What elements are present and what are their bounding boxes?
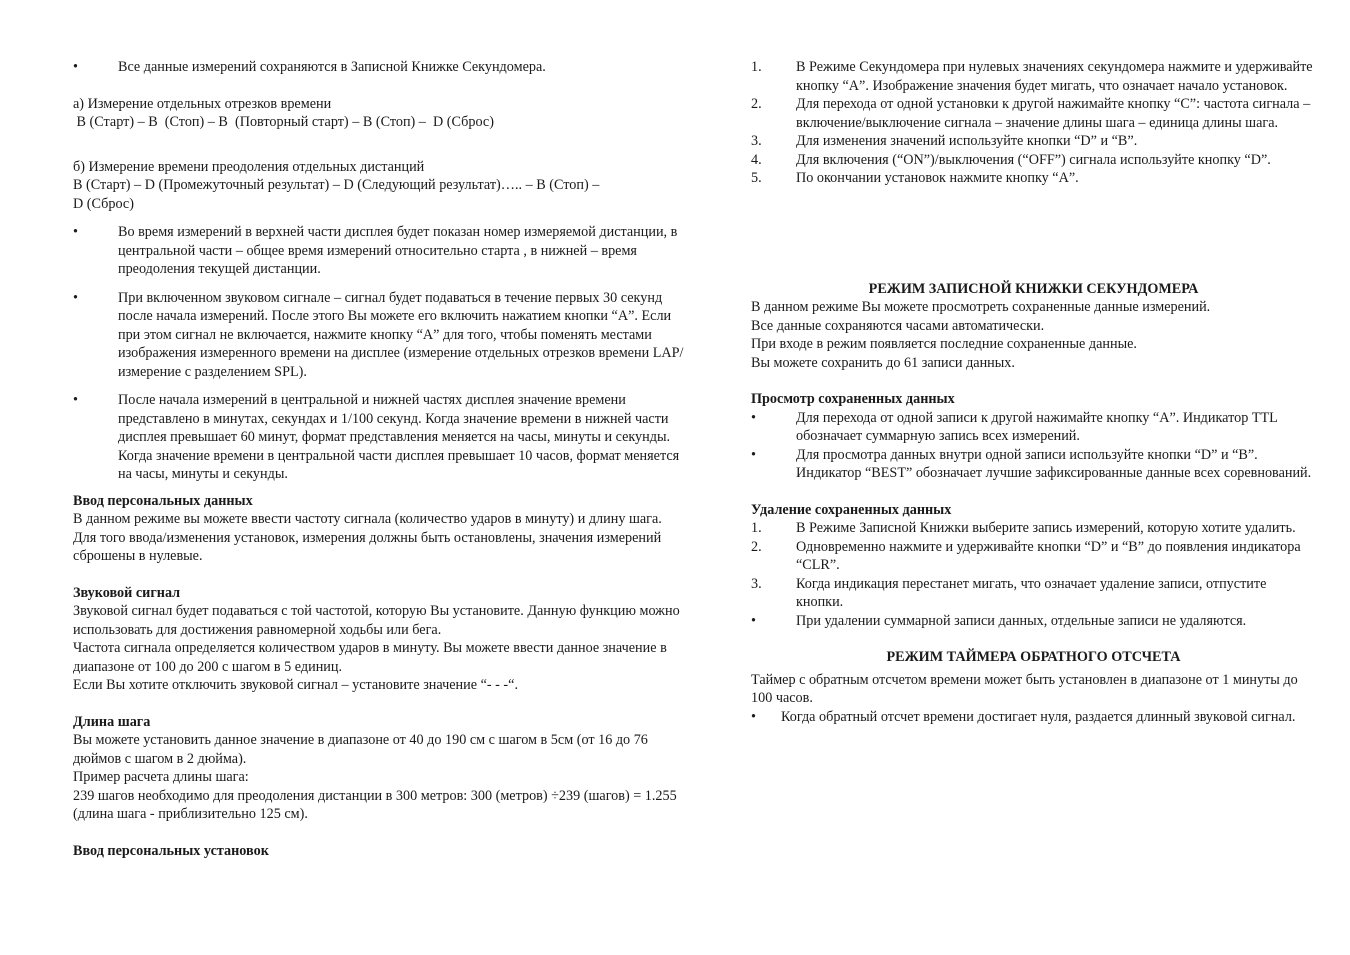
section-b-title: б) Измерение времени преодоления отдельных дистанций [73,158,425,175]
delete-data-title: Удаление сохраненных данных [751,501,952,518]
item-text: Когда индикация перестанет мигать, что означает удаление записи, отпустите кнопки. [796,575,1267,610]
sound-paragraph: Звуковой сигнал будет подаваться с той частотой, которую Вы установите. Данную функцию можно использовать для достижения равномерной ходьбы или бега. [73,603,680,638]
item-number: 4. [751,151,762,168]
bullet-item [73,391,695,484]
item-number: 3. [751,575,762,592]
section-a-title: а) Измерение отдельных отрезков времени [73,95,332,112]
notebook-line: Вы можете сохранить до 61 записи данных. [751,354,1015,371]
bullet-text: Когда обратный отсчет времени достигает нуля, раздается длинный звуковой сигнал. [781,708,1296,725]
numbered-item [751,95,1316,132]
bullet-icon: • [73,59,78,75]
personal-settings-title: Ввод персональных установок [73,842,269,859]
numbered-item [751,575,1316,612]
numbered-item [751,519,1316,538]
numbered-item [751,132,1316,151]
item-text: По окончании установок нажмите кнопку “А”. [796,170,1079,186]
bullet-item [751,612,1316,631]
notebook-heading: РЕЖИМ ЗАПИСНОЙ КНИЖКИ СЕКУНДОМЕРА [868,280,1199,297]
bullet-text: При удалении суммарной записи данных, отдельные записи не удаляются. [796,612,1247,629]
bullet-icon: • [751,409,756,426]
item-number: 1. [751,520,762,536]
bullet-text: Для просмотра данных внутри одной записи используйте кнопки “D” и “В”. Индикатор “BEST” обозначает лучшие зафиксированные данные всех соревнований. [796,446,1312,481]
bullet-item [73,223,695,279]
bullet-text: Для перехода от одной записи к другой нажимайте кнопку “А”. Индикатор TTL обозначает суммарную запись всех измерений. [796,409,1278,444]
item-text: В Режиме Записной Книжки выберите запись измерений, которую хотите удалить. [796,520,1296,536]
numbered-item [751,538,1316,575]
right-column [751,58,1316,726]
bullet-text: Все данные измерений сохраняются в Записной Книжке Секундомера. [118,59,546,75]
item-text: Для включения (“ON”)/выключения (“OFF”) сигнала используйте кнопку “D”. [796,151,1271,168]
numbered-item [751,169,1316,188]
bullet-text: При включенном звуковом сигнале – сигнал будет подаваться в течение первых 30 секунд после начала измерений. После этого Вы можете его включить нажатием кнопки “А”. Если при этом сигнал не включается, нажмите кнопку “А” для того, чтобы поменять местами изображения измеренного времени на дисплее (измерение отдельных отрезков времени LAP/измерение с разделением SPL). [118,289,684,380]
notebook-line: При входе в режим появляется последние сохраненные данные. [751,336,1137,352]
item-number: 2. [751,538,762,555]
step-length-paragraph: 239 шагов необходимо для преодоления дистанции в 300 метров: 300 (метров) ÷239 (шагов) = 1.255 (длина шага - приблизительно 125 см). [73,787,677,822]
step-length-paragraph: Пример расчета длины шага: [73,769,249,785]
numbered-item [751,151,1316,170]
left-column [73,58,695,860]
notebook-line: В данном режиме Вы можете просмотреть сохраненные данные измерений. [751,299,1211,315]
sound-title: Звуковой сигнал [73,584,181,601]
item-number: 5. [751,170,762,186]
item-number: 2. [751,96,762,112]
timer-heading: РЕЖИМ ТАЙМЕРА ОБРАТНОГО ОТСЧЕТА [886,649,1181,665]
bullet-item [751,409,1316,446]
section-b-sequence-2: D (Сброс) [73,195,134,212]
bullet-icon: • [73,224,78,240]
notebook-line: Все данные сохраняются часами автоматически. [751,317,1045,334]
step-length-paragraph: Вы можете установить данное значение в диапазоне от 40 до 190 см с шагом в 5см (от 16 до 76 дюймов с шагом в 2 дюйма). [73,732,648,767]
bullet-icon: • [751,446,756,463]
bullet-icon: • [73,392,78,408]
personal-data-paragraph: В данном режиме вы можете ввести частоту сигнала (количество ударов в минуту) и длину шага. [73,511,662,527]
sound-paragraph: Частота сигнала определяется количеством ударов в минуту. Вы можете ввести данное значение в диапазоне от 100 до 200 с шагом в 5 единиц. [73,640,667,675]
step-length-title: Длина шага [73,713,151,730]
bullet-item [73,58,695,77]
bullet-text: Во время измерений в верхней части дисплея будет показан номер измеряемой дистанции, в центральной части – общее время измерений относительно старта , в нижней – время преодоления текущей дистанции. [118,224,678,277]
item-number: 1. [751,59,762,75]
bullet-item [751,708,1316,727]
personal-data-paragraph: Для того ввода/изменения установок, измерения должны быть остановлены, значения измерений сброшены в нулевые. [73,529,662,564]
personal-data-title: Ввод персональных данных [73,492,253,509]
sound-paragraph: Если Вы хотите отключить звуковой сигнал – установите значение “- - -“. [73,677,518,693]
bullet-text: После начала измерений в центральной и нижней частях дисплея значение времени представлено в минутах, секундах и 1/100 секунд. Когда значение времени в нижней части дисплея превышает 60 минут, формат представления меняется на часы, минуты и секунды. Когда значение времени в центральной части дисплея превышает 10 часов, формат меняется на часы, минуты и секунды. [118,392,680,482]
item-text: Для перехода от одной установки к другой нажимайте кнопку “С”: частота сигнала – включение/выключение сигнала – значение длины шага – единица длины шага. [796,96,1311,131]
numbered-item [751,58,1316,95]
bullet-item [73,289,695,382]
section-a-sequence: В (Старт) – В (Стоп) – В (Повторный старт) – В (Стоп) – D (Сброс) [73,114,494,130]
item-text: В Режиме Секундомера при нулевых значениях секундомера нажмите и удерживайте кнопку “А”. Изображение значения будет мигать, что означает начало установок. [796,59,1313,94]
bullet-item [751,446,1316,483]
item-number: 3. [751,133,762,149]
section-b-sequence-1: В (Старт) – D (Промежуточный результат) – D (Следующий результат)….. – В (Стоп) – [73,177,600,193]
bullet-icon: • [73,289,78,306]
bullet-icon: • [751,612,756,629]
item-text: Одновременно нажмите и удерживайте кнопки “D” и “В” до появления индикатора “CLR”. [796,538,1301,573]
bullet-icon: • [751,708,756,725]
view-data-title: Просмотр сохраненных данных [751,391,955,407]
timer-paragraph: Таймер с обратным отсчетом времени может быть установлен в диапазоне от 1 минуты до 100 часов. [751,671,1298,706]
item-text: Для изменения значений используйте кнопки “D” и “В”. [796,133,1138,149]
